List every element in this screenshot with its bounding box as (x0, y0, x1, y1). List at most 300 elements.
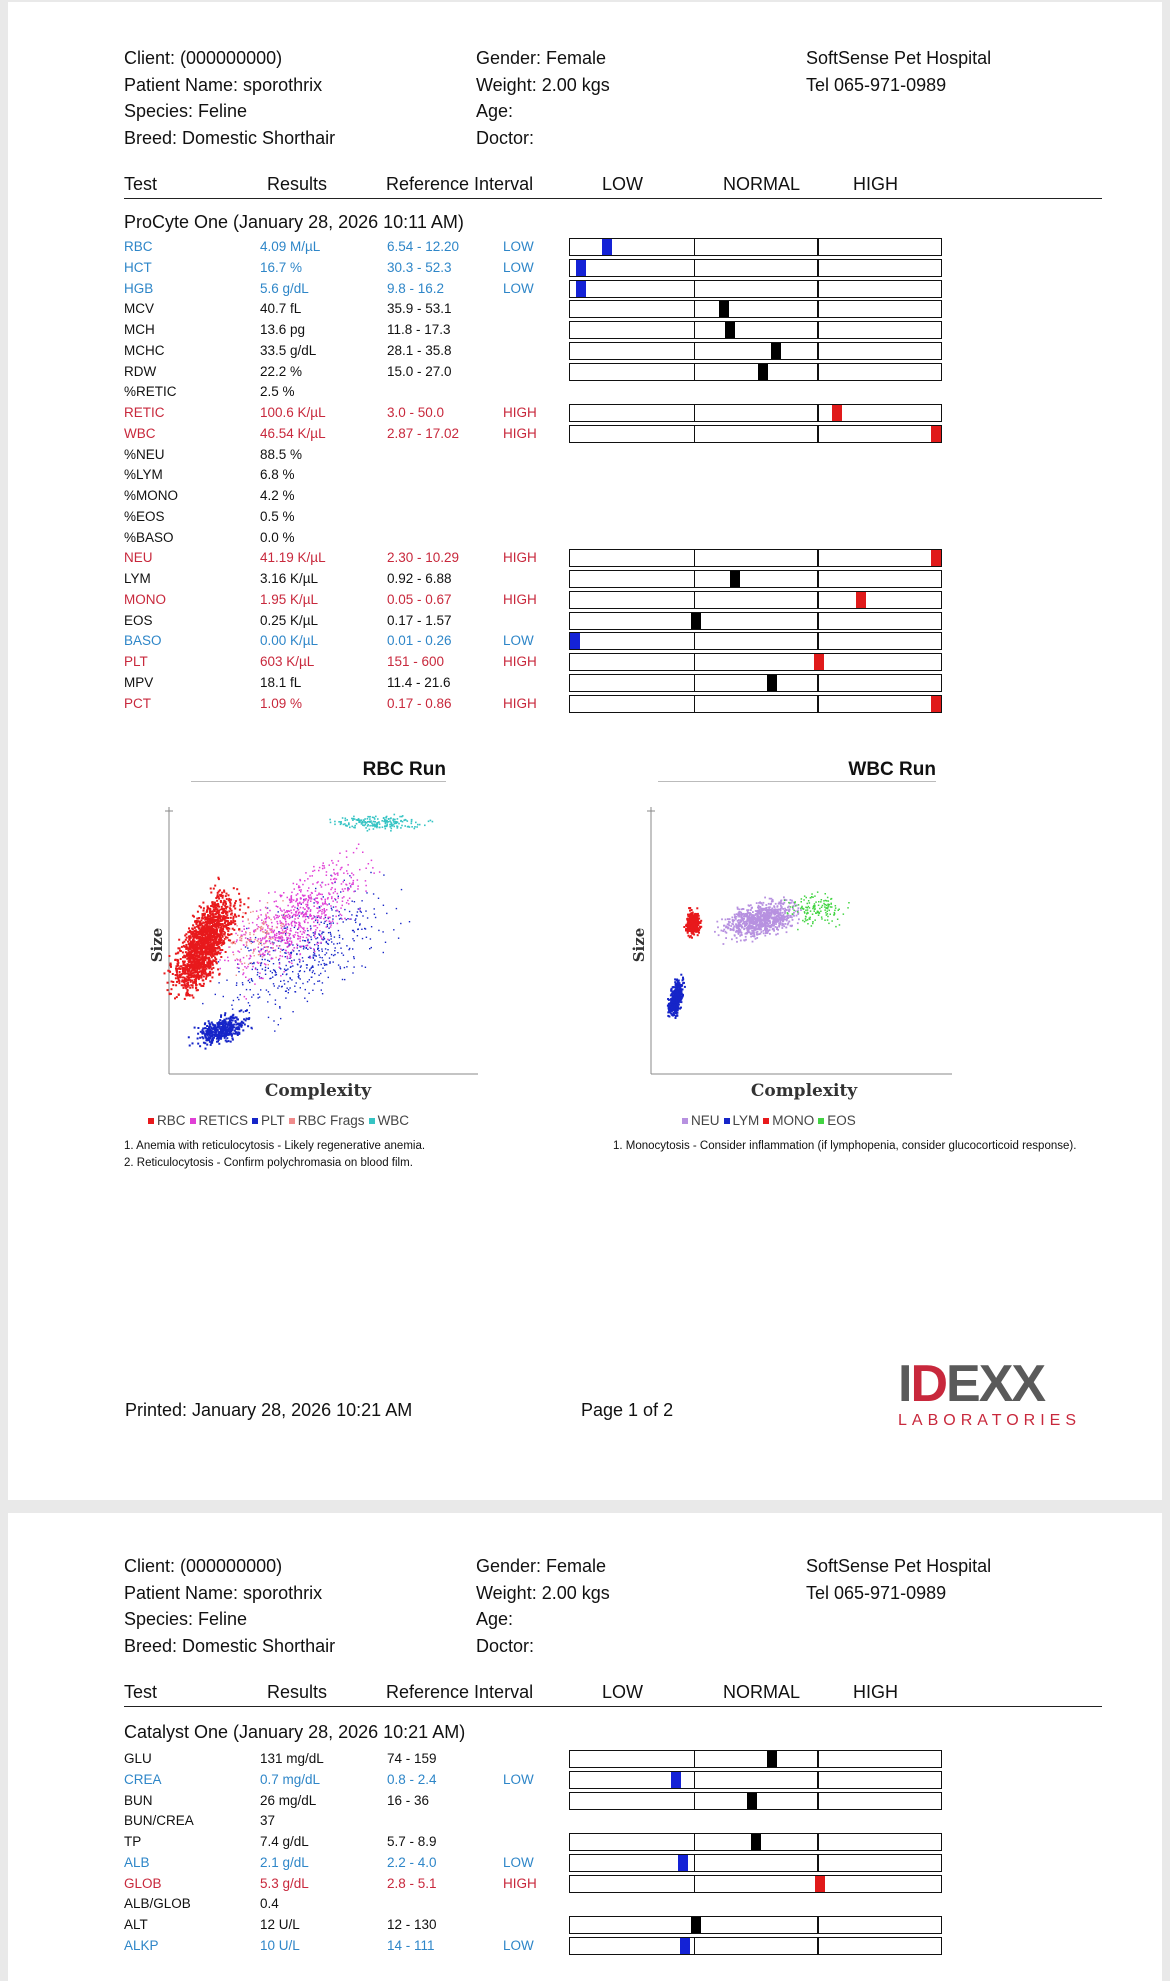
retic-dot (262, 953, 264, 955)
retic-dot (269, 917, 271, 919)
retic-dot (287, 958, 289, 960)
rbc-dot (238, 915, 240, 917)
retic-dot (246, 967, 248, 969)
plt-dot (223, 996, 224, 997)
plt-dot (319, 957, 320, 958)
rbc-dot (202, 930, 204, 932)
plt-dot (374, 914, 375, 915)
plt-dot (290, 978, 291, 979)
plt-dot (303, 961, 304, 962)
plt-dot (238, 999, 239, 1000)
plt-dot (328, 932, 329, 933)
rbc-frag-dot (253, 934, 254, 935)
retic-dot (320, 942, 322, 944)
rbc-dot (180, 958, 182, 960)
rbc-frag-dot (254, 939, 255, 940)
rbc-dot (177, 962, 179, 964)
plt-dot (346, 945, 347, 946)
rbc-dot (187, 986, 189, 988)
retic-dot (296, 915, 298, 917)
retic-dot (260, 950, 262, 952)
retic-dot (357, 879, 359, 881)
rbc-dot (197, 917, 199, 919)
wbc-dot (404, 825, 406, 827)
retic-dot (333, 892, 335, 894)
neu-dot (735, 918, 737, 920)
plt-dot (371, 947, 372, 948)
retic-dot (352, 883, 354, 885)
neu-dot (772, 928, 774, 930)
retic-dot (262, 948, 264, 950)
plt-dot (282, 950, 283, 951)
eos-dot (818, 905, 820, 907)
rbc-dot (198, 932, 200, 934)
rbc-dot (227, 930, 229, 932)
retic-dot (306, 906, 308, 908)
result-row-baso (124, 631, 984, 652)
plt-dot (343, 955, 344, 956)
result-marker (719, 301, 729, 317)
rbc-dot (187, 982, 189, 984)
plt-dot (248, 1018, 250, 1020)
eos-dot (807, 912, 809, 914)
legend-label: PLT (261, 1113, 285, 1128)
plt-dot (277, 987, 278, 988)
retic-dot (339, 914, 341, 916)
neu-dot (795, 910, 797, 912)
plt-dot (250, 949, 251, 950)
retic-dot (317, 908, 319, 910)
plt-dot (313, 958, 314, 959)
retic-dot (337, 893, 339, 895)
result-row--lym (124, 465, 984, 486)
test-name: LYM (124, 571, 151, 586)
rbc-dot (239, 909, 241, 911)
plt-dot (220, 1014, 222, 1016)
retic-dot (332, 920, 334, 922)
rbc-dot (196, 984, 198, 986)
plt-dot (236, 1027, 238, 1029)
rbc-frag-dot (268, 916, 269, 917)
rbc-dot (188, 949, 190, 951)
rbc-dot (234, 902, 236, 904)
plt-dot (378, 898, 379, 899)
rbc-dot (209, 972, 211, 974)
rbc-dot (212, 929, 214, 931)
rbc-dot (212, 967, 214, 969)
retic-dot (245, 937, 247, 939)
patient-info (124, 45, 335, 151)
plt-dot (340, 891, 341, 892)
result-marker (931, 696, 941, 712)
range-divider (817, 675, 819, 691)
retic-dot (293, 909, 295, 911)
rbc-dot (233, 887, 235, 889)
rbc-dot (212, 910, 214, 912)
retic-dot (261, 978, 263, 980)
eos-dot (835, 905, 837, 907)
neu-dot (767, 918, 769, 920)
wbc-dot (375, 816, 377, 818)
retic-dot (357, 885, 359, 887)
retic-dot (303, 929, 305, 931)
retic-dot (247, 966, 249, 968)
eos-dot (788, 902, 790, 904)
plt-dot (325, 964, 326, 965)
rbc-dot (203, 970, 205, 972)
plt-dot (204, 1035, 206, 1037)
retic-dot (321, 913, 323, 915)
neu-dot (772, 899, 774, 901)
wbc-dot (365, 827, 367, 829)
retic-dot (324, 908, 326, 910)
species: Species: Feline (124, 101, 248, 121)
rbc-dot (184, 970, 186, 972)
plt-dot (306, 967, 307, 968)
rbc-frag-dot (281, 935, 282, 936)
rbc-dot (247, 906, 249, 908)
retic-dot (337, 874, 339, 876)
retic-dot (313, 906, 315, 908)
neu-dot (758, 908, 760, 910)
test-name: %EOS (124, 508, 165, 524)
rbc-dot (208, 937, 210, 939)
retic-dot (353, 874, 355, 876)
plt-dot (314, 960, 315, 961)
retic-dot (298, 924, 300, 926)
retic-dot (278, 938, 280, 940)
retic-dot (279, 963, 281, 965)
rbc-frag-dot (267, 947, 268, 948)
plt-dot (339, 911, 340, 912)
rbc-dot (228, 910, 230, 912)
retic-dot (294, 925, 296, 927)
plt-dot (291, 960, 292, 961)
rbc-dot (181, 973, 183, 975)
plt-dot (313, 970, 314, 971)
neu-dot (787, 924, 789, 926)
wbc-dot (403, 820, 405, 822)
neu-dot (755, 923, 757, 925)
plt-dot (270, 978, 271, 979)
plt-dot (298, 977, 299, 978)
rbc-dot (217, 877, 219, 879)
plt-dot (356, 915, 357, 916)
plt-dot (274, 985, 275, 986)
rbc-dot (168, 955, 170, 957)
plt-dot (242, 1029, 244, 1031)
wbc-dot (390, 824, 392, 826)
plt-dot (365, 967, 366, 968)
retic-dot (307, 907, 309, 909)
wbc-dot (330, 822, 332, 824)
retic-dot (310, 901, 312, 903)
rbc-dot (220, 927, 222, 929)
rbc-dot (203, 962, 205, 964)
wbc-dot (378, 821, 380, 823)
neu-dot (782, 920, 784, 922)
plt-dot (312, 967, 313, 968)
plt-dot (233, 1033, 235, 1035)
retic-dot (286, 932, 288, 934)
neu-dot (798, 918, 800, 920)
plt-dot (259, 976, 260, 977)
neu-dot (759, 901, 761, 903)
eos-dot (834, 910, 836, 912)
rbc-dot (192, 987, 194, 989)
retic-dot (271, 922, 273, 924)
wbc-dot (374, 818, 376, 820)
plt-dot (337, 952, 338, 953)
plt-dot (300, 967, 301, 968)
rbc-frag-dot (251, 943, 252, 944)
retic-dot (255, 968, 256, 970)
rbc-frag-dot (242, 912, 243, 913)
test-name: MCV (124, 301, 154, 317)
eos-dot (807, 923, 809, 925)
retic-dot (262, 938, 264, 940)
plt-dot (265, 967, 266, 968)
retic-dot (300, 926, 302, 928)
rbc-dot (201, 943, 203, 945)
plt-dot (211, 1038, 213, 1040)
plt-dot (224, 1012, 226, 1014)
neu-dot (736, 941, 738, 943)
neu-dot (792, 908, 794, 910)
rbc-dot (209, 950, 211, 952)
retic-dot (290, 954, 292, 956)
rbc-dot (182, 951, 184, 953)
retic-dot (353, 880, 355, 882)
neu-dot (756, 937, 758, 939)
wbc-dot (342, 817, 344, 819)
rbc-dot (186, 937, 188, 939)
plt-dot (319, 906, 320, 907)
plt-dot (307, 916, 308, 917)
plt-dot (321, 989, 322, 990)
plt-dot (309, 969, 310, 970)
rbc-dot (205, 972, 207, 974)
retic-dot (219, 959, 221, 961)
retic-dot (252, 966, 254, 968)
neu-dot (760, 915, 762, 917)
plt-dot (270, 971, 271, 972)
retic-dot (305, 898, 307, 900)
rbc-dot (181, 981, 183, 983)
retic-dot (264, 963, 266, 965)
retic-dot (325, 902, 327, 904)
neu-dot (727, 918, 729, 920)
range-divider (817, 301, 819, 317)
rbc-dot (219, 952, 221, 954)
plt-dot (232, 1025, 234, 1027)
retic-dot (305, 904, 307, 906)
plt-dot (212, 1035, 214, 1037)
neu-dot (746, 929, 748, 931)
test-name: BASO (124, 633, 162, 649)
range-bar (569, 363, 942, 381)
plt-dot (232, 1015, 234, 1017)
neu-dot (768, 907, 770, 909)
rbc-dot (230, 923, 232, 925)
rbc-dot (201, 966, 203, 968)
retic-dot (277, 917, 279, 919)
retic-dot (277, 915, 279, 917)
rbc-frag-dot (260, 927, 261, 928)
wbc-y-label: Size (630, 927, 648, 963)
retic-dot (299, 890, 301, 892)
plt-dot (324, 965, 325, 966)
retic-dot (260, 909, 262, 911)
plt-dot (318, 961, 319, 962)
retic-dot (313, 917, 315, 919)
eos-dot (814, 919, 816, 921)
rbc-dot (182, 967, 184, 969)
neu-dot (782, 912, 784, 914)
rbc-dot (214, 921, 216, 923)
plt-dot (212, 1031, 214, 1033)
wbc-dot (351, 818, 353, 820)
retic-dot (284, 942, 286, 944)
retic-dot (358, 844, 360, 846)
plt-dot (286, 990, 287, 991)
rbc-dot (194, 926, 196, 928)
wbc-dot (363, 821, 365, 823)
retic-dot (304, 930, 306, 932)
plt-dot (230, 1017, 232, 1019)
retic-dot (279, 967, 281, 969)
rbc-dot (221, 892, 223, 894)
rbc-dot (189, 939, 191, 941)
eos-dot (812, 908, 814, 910)
plt-dot (282, 974, 283, 975)
plt-dot (297, 964, 298, 965)
plt-dot (321, 922, 322, 923)
rbc-dot (188, 936, 190, 938)
plt-dot (264, 959, 265, 960)
reference-interval: 11.8 - 17.3 (387, 322, 451, 337)
rbc-dot (212, 950, 214, 952)
retic-dot (300, 897, 302, 899)
plt-dot (247, 947, 248, 948)
rbc-dot (172, 973, 174, 975)
neu-dot (780, 912, 782, 914)
plt-dot (290, 967, 291, 968)
plt-dot (204, 1027, 206, 1029)
wbc-dot (363, 819, 365, 821)
plt-dot (275, 972, 276, 973)
retic-dot (325, 899, 327, 901)
legend-swatch (148, 1118, 154, 1124)
retic-dot (252, 922, 254, 924)
rbc-frag-dot (259, 942, 260, 943)
neu-dot (797, 922, 799, 924)
retic-dot (290, 902, 292, 904)
rbc-dot (184, 998, 186, 1000)
retic-dot (299, 938, 301, 940)
range-divider (694, 696, 696, 712)
test-name: EOS (124, 612, 153, 628)
plt-dot (192, 1042, 194, 1044)
retic-dot (299, 879, 301, 881)
range-bar (569, 612, 942, 630)
retic-dot (322, 904, 324, 906)
result-value: 100.6 K/µL (260, 405, 326, 420)
rbc-dot (175, 968, 177, 970)
retic-dot (282, 929, 284, 931)
wbc-dot (344, 823, 346, 825)
col-normal: NORMAL (723, 174, 801, 194)
neu-dot (763, 932, 765, 934)
rbc-frag-dot (223, 932, 224, 933)
retic-dot (315, 890, 317, 892)
reference-interval: 0.01 - 0.26 (387, 633, 452, 649)
eos-dot (825, 908, 827, 910)
retic-dot (317, 927, 319, 929)
retic-dot (347, 889, 349, 891)
rbc-frag-dot (252, 952, 253, 953)
rbc-dot (219, 918, 221, 920)
rbc-dot (199, 967, 201, 969)
plt-dot (284, 952, 285, 953)
retic-dot (277, 923, 279, 925)
retic-dot (300, 946, 302, 948)
wbc-dot (424, 825, 426, 827)
rbc-dot (188, 960, 190, 962)
neu-dot (759, 922, 761, 924)
wbc-dot (340, 821, 342, 823)
retic-dot (243, 944, 245, 946)
retic-dot (330, 879, 332, 881)
plt-dot (369, 948, 370, 949)
eos-dot (803, 899, 805, 901)
rbc-dot (211, 901, 213, 903)
range-bar (569, 674, 942, 692)
retic-dot (313, 921, 315, 923)
reference-interval: 2.87 - 17.02 (387, 425, 460, 441)
neu-dot (780, 917, 782, 919)
rbc-dot (167, 982, 169, 984)
retic-dot (356, 848, 358, 850)
rbc-dot (209, 954, 211, 956)
rbc-dot (201, 974, 203, 976)
retic-dot (310, 911, 312, 913)
neu-dot (765, 904, 767, 906)
plt-dot (352, 948, 353, 949)
plt-dot (386, 913, 387, 914)
retic-dot (310, 957, 312, 959)
retic-dot (321, 938, 323, 940)
retic-dot (294, 934, 296, 936)
plt-dot (218, 982, 219, 983)
rbc-frag-dot (284, 913, 285, 914)
plt-dot (307, 949, 308, 950)
rbc-dot (233, 916, 235, 918)
retic-dot (329, 894, 331, 896)
rbc-dot (186, 976, 188, 978)
retic-dot (242, 974, 244, 976)
rbc-dot (198, 963, 200, 965)
wbc-dot (417, 824, 419, 826)
wbc-dot (411, 823, 413, 825)
eos-dot (812, 923, 814, 925)
wbc-dot (354, 825, 356, 827)
plt-dot (375, 917, 376, 918)
rbc-dot (224, 920, 226, 922)
retic-dot (343, 891, 345, 893)
plt-dot (223, 1022, 225, 1024)
wbc-dot (392, 820, 394, 822)
